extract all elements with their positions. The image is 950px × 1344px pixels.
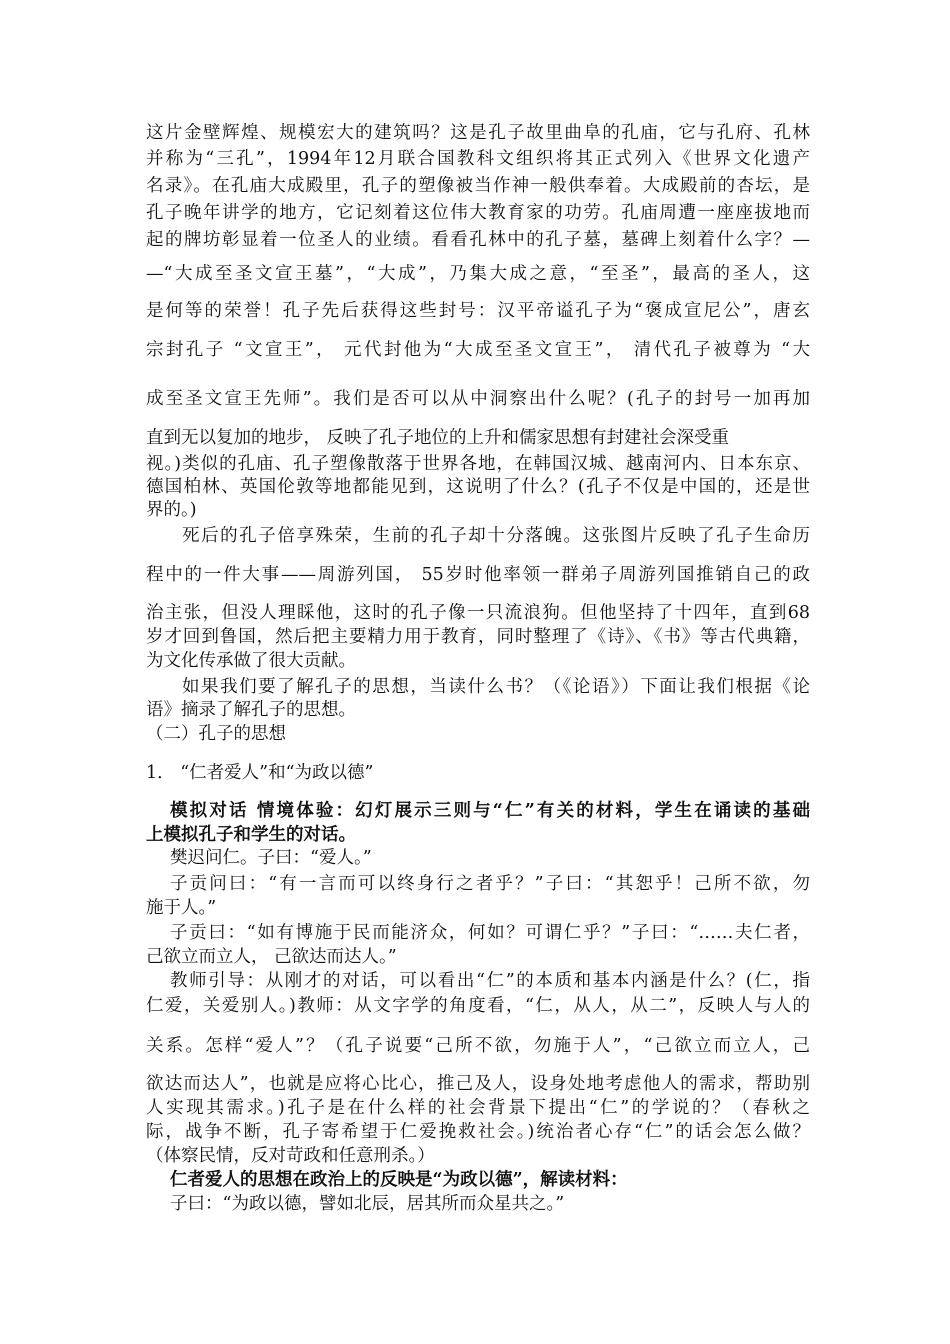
paragraph-line: 起的牌坊彰显着一位圣人的业绩。看看孔林中的孔子墓，墓碑上刻着什么字？— <box>146 230 810 250</box>
paragraph-line: 关系。怎样“爱人”？（孔子说要“己所不欲，勿施于人”，“己欲立而立人，己 <box>146 1036 810 1056</box>
paragraph-line: 孔子晚年讲学的地方，它记刻着这位伟大教育家的功劳。孔庙周遭一座座拔地而 <box>146 203 810 223</box>
paragraph-line: 欲达而达人”，也就是应将心比心，推己及人，设身处地考虑他人的需求，帮助别 <box>146 1074 810 1094</box>
paragraph-line: 际，战争不断，孔子寄希望于仁爱挽救社会。)统治者心存“仁”的话会怎么做？ <box>146 1122 810 1142</box>
paragraph-line: 德国柏林、英国伦敦等地都能见到，这说明了什么？(孔子不仅是中国的，还是世 <box>146 477 810 497</box>
quote-line: 子曰：“为政以德，譬如北辰，居其所而众星共之。” <box>170 1194 565 1214</box>
paragraph-line: 为文化传承做了很大贡献。 <box>146 651 356 671</box>
paragraph-line: 模拟对话 情境体验：幻灯展示三则与“仁”有关的材料，学生在诵读的基础 <box>170 801 810 821</box>
paragraph-line: 教师引导：从刚才的对话，可以看出“仁”的本质和基本内涵是什么？(仁，指 <box>170 971 810 991</box>
quote-line: 己欲立而立人， 己欲达而达人。” <box>146 947 397 967</box>
section-heading: （二）孔子的思想 <box>146 724 286 744</box>
paragraph-line: 成至圣文宣王先师”。我们是否可以从中洞察出什么呢？(孔子的封号一加再加 <box>146 389 810 409</box>
paragraph-line: —“大成至圣文宣王墓”，“大成”，乃集大成之意，“至圣”，最高的圣人，这 <box>146 264 810 284</box>
quote-line: 施于人。” <box>146 898 217 918</box>
paragraph-line: 语》摘录了解孔子的思想。 <box>146 700 356 720</box>
paragraph-line: 仁者爱人的思想在政治上的反映是“为政以德”，解读材料： <box>170 1170 628 1190</box>
paragraph-line: 治主张，但没人理睬他，这时的孔子像一只流浪狗。但他坚持了十四年，直到68 <box>146 603 810 623</box>
paragraph-line: 这片金壁辉煌、规模宏大的建筑吗？这是孔子故里曲阜的孔庙，它与孔府、孔林 <box>146 123 810 143</box>
paragraph-line: 死后的孔子倍享殊荣，生前的孔子却十分落魄。这张图片反映了孔子生命历 <box>182 526 810 546</box>
paragraph-line: 上模拟孔子和学生的对话。 <box>146 825 356 845</box>
paragraph-line: 直到无以复加的地步， 反映了孔子地位的上升和儒家思想有封建社会深受重 <box>146 428 730 448</box>
paragraph-line: 如果我们要了解孔子的思想，当读什么书？（《论语》）下面让我们根据《论 <box>182 677 810 697</box>
paragraph-line: 程中的一件大事——周游列国， 55岁时他率领一群弟子周游列国推销自己的政 <box>146 565 810 585</box>
paragraph-line: 人实现其需求。)孔子是在什么样的社会背景下提出“仁”的学说的？（春秋之 <box>146 1098 810 1118</box>
paragraph-line: 岁才回到鲁国，然后把主要精力用于教育，同时整理了《诗》、《书》等古代典籍， <box>146 627 810 647</box>
paragraph-line: 宗封孔子 “文宣王”， 元代封他为“大成至圣文宣王”， 清代孔子被尊为 “大 <box>146 340 810 360</box>
paragraph-line: 并称为“三孔”，1994年12月联合国教科文组织将其正式列入《世界文化遗产 <box>146 149 810 169</box>
paragraph-line: 名录》。在孔庙大成殿里，孔子的塑像被当作神一般供奉着。大成殿前的杏坛，是 <box>146 176 810 196</box>
paragraph-line: 是何等的荣誉！孔子先后获得这些封号：汉平帝谥孔子为“褒成宣尼公”，唐玄 <box>146 301 810 321</box>
quote-line: 子贡曰：“如有博施于民而能济众，何如？可谓仁乎？”子曰：“……夫仁者， <box>170 923 810 943</box>
quote-line: 樊迟问仁。子曰：“爱人。” <box>170 848 372 868</box>
paragraph-line: 界的。) <box>146 500 197 520</box>
paragraph-line: （体察民情，反对苛政和任意刑杀。） <box>146 1146 435 1166</box>
subsection-heading: 1． “仁者爱人”和“为政以德” <box>146 763 374 783</box>
paragraph-line: 视。)类似的孔庙、孔子塑像散落于世界各地，在韩国汉城、越南河内、日本东京、 <box>146 454 810 474</box>
quote-line: 子贡问曰：“有一言而可以终身行之者乎？”子曰：“其恕乎！己所不欲，勿 <box>170 874 810 894</box>
paragraph-line: 仁爱，关爱别人。)教师：从文字学的角度看，“仁，从人，从二”，反映人与人的 <box>146 996 810 1016</box>
